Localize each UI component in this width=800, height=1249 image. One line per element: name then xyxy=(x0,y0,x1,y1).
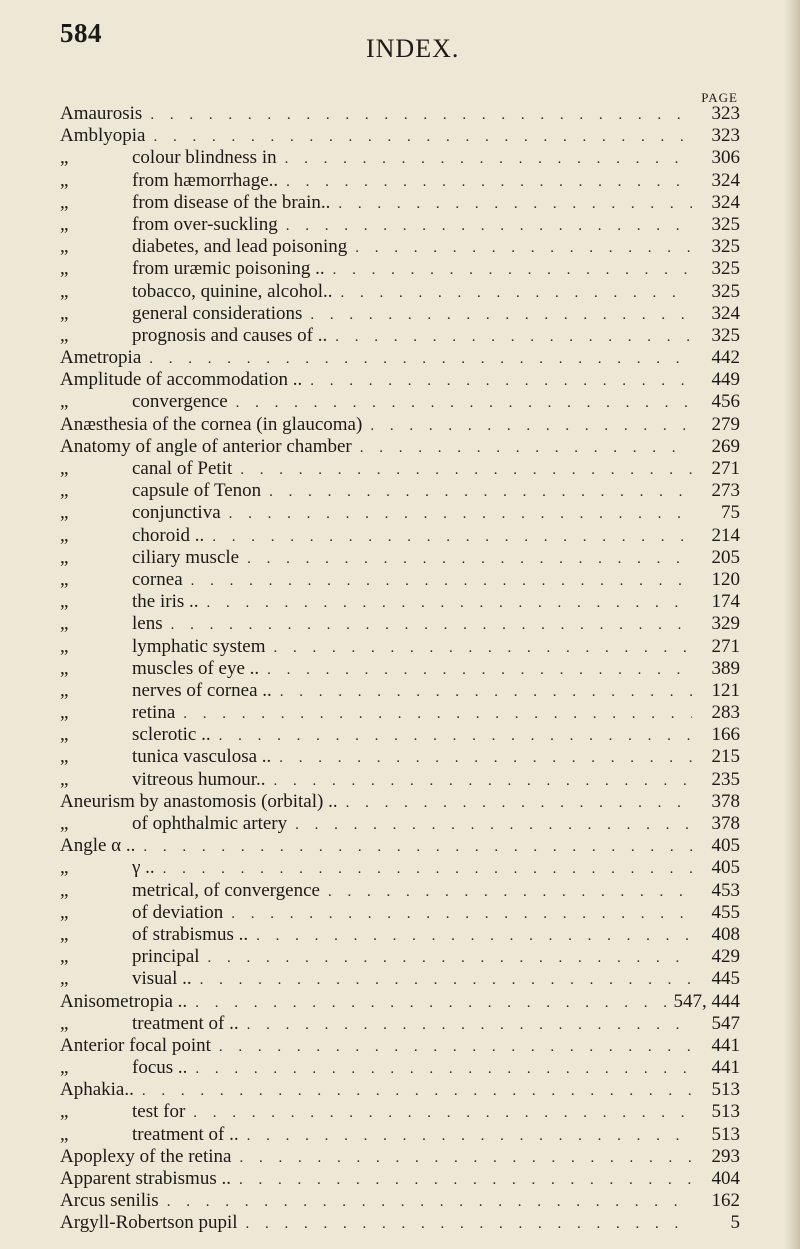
dot-leader xyxy=(200,969,692,991)
dot-leader xyxy=(310,304,692,326)
entry-label xyxy=(60,170,278,192)
dot-leader xyxy=(310,370,692,392)
dot-leader xyxy=(286,215,692,237)
dot-leader xyxy=(335,326,692,348)
ditto-mark: „ xyxy=(60,147,69,169)
ditto-mark: „ xyxy=(60,879,69,901)
entry-text: nerves of cornea .. xyxy=(132,679,272,701)
dot-leader xyxy=(193,1102,692,1124)
entry-label xyxy=(60,1057,187,1079)
entry-text: tunica vasculosa .. xyxy=(132,746,272,768)
index-entry xyxy=(60,1146,740,1168)
entry-label xyxy=(60,880,320,902)
index-entry xyxy=(60,325,740,347)
ditto-mark: „ xyxy=(60,591,69,613)
entry-page-number: 449 xyxy=(711,369,740,391)
page-column-label: PAGE xyxy=(701,90,738,105)
entry-label xyxy=(60,724,211,746)
entry-label xyxy=(60,458,232,480)
index-entry xyxy=(60,414,740,436)
index-entry xyxy=(60,281,740,303)
entry-text: ciliary muscle xyxy=(132,546,240,568)
entry-text: visual .. xyxy=(132,968,192,990)
index-entry xyxy=(60,991,740,1013)
entry-page-number: 323 xyxy=(711,125,740,147)
entry-label xyxy=(60,480,261,502)
page-number: 584 xyxy=(60,18,102,48)
ditto-mark: „ xyxy=(60,280,69,302)
ditto-mark: „ xyxy=(60,901,69,923)
entry-label xyxy=(60,1013,239,1035)
entry-text: Aneurism by anastomosis (orbital) .. xyxy=(60,790,338,812)
entry-text: focus .. xyxy=(132,1057,188,1079)
index-entry xyxy=(60,1124,740,1146)
entry-page-number: 378 xyxy=(711,813,740,834)
entry-label xyxy=(60,258,325,280)
entry-text: test for xyxy=(132,1101,186,1123)
entry-page-number: 441 xyxy=(711,1034,740,1056)
index-entry xyxy=(60,391,740,413)
dot-leader xyxy=(167,1191,692,1213)
index-entry xyxy=(60,103,740,125)
entry-text: muscles of eye .. xyxy=(132,657,260,679)
dot-leader xyxy=(280,681,692,703)
entry-page-number: 378 xyxy=(711,790,740,812)
entry-page-number: 408 xyxy=(711,923,740,945)
entry-page-number: 293 xyxy=(711,1145,740,1167)
entry-page-number: 325 xyxy=(711,213,740,235)
index-entry xyxy=(60,680,740,702)
entry-label xyxy=(60,436,352,458)
entry-page-number: 513 xyxy=(711,1123,740,1145)
ditto-mark: „ xyxy=(60,657,69,679)
entry-page-number: 166 xyxy=(711,724,740,746)
index-entry xyxy=(60,547,740,569)
entry-text: conjunctiva xyxy=(132,502,221,524)
entry-label xyxy=(60,613,163,635)
entry-label xyxy=(60,325,327,347)
entry-label xyxy=(60,303,302,325)
dot-leader xyxy=(247,548,692,570)
entry-label xyxy=(60,236,347,258)
ditto-mark: „ xyxy=(60,546,69,568)
entry-page-number: 215 xyxy=(711,746,740,768)
dot-leader xyxy=(338,193,692,215)
entry-page-number: 547, 444 xyxy=(673,990,740,1012)
entry-text: metrical, of convergence xyxy=(132,879,320,901)
entry-text: retina xyxy=(132,702,176,724)
index-entry xyxy=(60,835,740,857)
index-entry xyxy=(60,1212,740,1234)
entry-page-number: 325 xyxy=(711,280,740,302)
ditto-mark: „ xyxy=(60,502,69,524)
ditto-mark: „ xyxy=(60,1123,69,1145)
entry-text: lymphatic system xyxy=(132,635,266,657)
index-entry xyxy=(60,658,740,680)
dot-leader xyxy=(240,459,692,481)
entry-text: lens xyxy=(132,613,163,635)
dot-leader xyxy=(212,526,692,548)
ditto-mark: „ xyxy=(60,613,69,635)
entry-label xyxy=(60,791,338,813)
entry-page-number: 405 xyxy=(711,857,740,879)
entry-label xyxy=(60,547,239,569)
entry-text: choroid .. xyxy=(132,524,205,546)
entry-label xyxy=(60,1035,211,1057)
entry-label xyxy=(60,369,302,391)
entry-label xyxy=(60,702,175,724)
ditto-mark: „ xyxy=(60,1057,69,1079)
entry-page-number: 75 xyxy=(721,502,740,524)
entry-label xyxy=(60,1168,231,1190)
entry-text: diabetes, and lead poisoning xyxy=(132,236,348,258)
index-entry xyxy=(60,458,740,480)
ditto-mark: „ xyxy=(60,480,69,502)
dot-leader xyxy=(370,415,692,437)
dot-leader xyxy=(274,637,692,659)
entry-text: colour blindness in xyxy=(132,147,277,169)
index-entry xyxy=(60,480,740,502)
entry-page-number: 442 xyxy=(711,347,740,369)
entry-text: Amplitude of accommodation .. xyxy=(60,369,303,391)
index-entry xyxy=(60,170,740,192)
entry-text: Apparent strabismus .. xyxy=(60,1168,231,1189)
entry-label xyxy=(60,924,248,946)
entry-text: Amblyopia xyxy=(60,125,146,147)
entry-text: Anisometropia .. xyxy=(60,990,188,1012)
entry-text: prognosis and causes of .. xyxy=(132,324,328,346)
ditto-mark: „ xyxy=(60,458,69,479)
entry-label xyxy=(60,1146,231,1168)
ditto-mark: „ xyxy=(60,236,69,258)
entry-page-number: 279 xyxy=(711,413,740,435)
dot-leader xyxy=(149,348,692,370)
entry-page-number: 5 xyxy=(730,1212,740,1234)
dot-leader xyxy=(341,282,693,304)
entry-page-number: 405 xyxy=(711,835,740,857)
entry-page-number: 389 xyxy=(711,657,740,679)
dot-leader xyxy=(208,947,692,969)
entry-label xyxy=(60,746,271,768)
ditto-mark: „ xyxy=(60,1012,69,1034)
ditto-mark: „ xyxy=(60,635,69,657)
entry-page-number: 325 xyxy=(711,324,740,346)
entry-page-number: 324 xyxy=(711,302,740,324)
entry-text: Aphakia.. xyxy=(60,1079,134,1101)
index-entry xyxy=(60,258,740,280)
dot-leader xyxy=(267,659,692,681)
entry-label xyxy=(60,680,272,702)
index-entry xyxy=(60,946,740,968)
entry-label xyxy=(60,813,287,835)
entry-page-number: 441 xyxy=(711,1057,740,1079)
index-entry xyxy=(60,613,740,635)
index-entry xyxy=(60,303,740,325)
entry-text: Argyll-Robertson pupil xyxy=(60,1212,238,1234)
entry-page-number: 273 xyxy=(711,480,740,502)
index-entry xyxy=(60,924,740,946)
ditto-mark: „ xyxy=(60,679,69,701)
entry-label xyxy=(60,946,200,968)
dot-leader xyxy=(286,171,692,193)
index-entry xyxy=(60,746,740,768)
entry-text: from disease of the brain.. xyxy=(132,191,331,213)
entry-label xyxy=(60,902,223,924)
dot-leader xyxy=(154,126,693,148)
entry-page-number: 174 xyxy=(711,591,740,613)
entry-label xyxy=(60,347,141,369)
entry-page-number: 453 xyxy=(711,879,740,901)
dot-leader xyxy=(328,881,692,903)
entry-text: of ophthalmic artery xyxy=(132,813,288,834)
index-entry xyxy=(60,436,740,458)
index-entry xyxy=(60,968,740,990)
entry-label xyxy=(60,857,155,879)
ditto-mark: „ xyxy=(60,324,69,346)
entry-text: vitreous humour.. xyxy=(132,768,266,790)
dot-leader xyxy=(279,747,692,769)
index-entry xyxy=(60,125,740,147)
entry-text: tobacco, quinine, alcohol.. xyxy=(132,280,333,302)
dot-leader xyxy=(355,237,692,259)
index-entry xyxy=(60,724,740,746)
ditto-mark: „ xyxy=(60,191,69,213)
entry-text: general considerations xyxy=(132,302,303,324)
ditto-mark: „ xyxy=(60,702,69,724)
index-entry xyxy=(60,1168,740,1190)
entry-text: Apoplexy of the retina xyxy=(60,1145,232,1167)
entry-label xyxy=(60,1212,238,1234)
dot-leader xyxy=(171,614,692,636)
entry-label xyxy=(60,125,146,147)
entry-label xyxy=(60,636,266,658)
entry-text: from hæmorrhage.. xyxy=(132,169,279,191)
dot-leader xyxy=(239,1169,692,1191)
index-entry xyxy=(60,636,740,658)
ditto-mark: „ xyxy=(60,724,69,746)
entry-text: from over-suckling xyxy=(132,213,278,235)
entry-label xyxy=(60,658,259,680)
entry-text: γ .. xyxy=(132,857,155,879)
index-entry xyxy=(60,1079,740,1101)
entry-page-number: 235 xyxy=(711,768,740,790)
entry-page-number: 271 xyxy=(711,458,740,479)
entry-text: sclerotic .. xyxy=(132,724,211,746)
entry-text: Arcus senilis xyxy=(60,1190,159,1212)
index-entry xyxy=(60,702,740,724)
entry-page-number: 162 xyxy=(711,1190,740,1212)
entry-page-number: 120 xyxy=(711,568,740,590)
ditto-mark: „ xyxy=(60,968,69,990)
entry-text: treatment of .. xyxy=(132,1012,239,1034)
dot-leader xyxy=(191,570,692,592)
index-entry xyxy=(60,214,740,236)
index-entry xyxy=(60,369,740,391)
entry-label xyxy=(60,1101,185,1123)
entry-page-number: 429 xyxy=(711,946,740,968)
entry-label xyxy=(60,103,142,125)
dot-leader xyxy=(239,1147,692,1169)
entry-label xyxy=(60,1190,159,1212)
dot-leader xyxy=(246,1213,692,1235)
entry-text: of strabismus .. xyxy=(132,923,249,945)
entry-label xyxy=(60,1079,134,1101)
index-entry xyxy=(60,591,740,613)
entry-text: Amaurosis xyxy=(60,103,143,124)
dot-leader xyxy=(256,925,692,947)
index-entry xyxy=(60,347,740,369)
ditto-mark: „ xyxy=(60,923,69,945)
dot-leader xyxy=(207,592,693,614)
entry-text: from uræmic poisoning .. xyxy=(132,258,325,280)
index-entry xyxy=(60,1101,740,1123)
entry-label xyxy=(60,569,183,591)
entry-text: Anæsthesia of the cornea (in glaucoma) xyxy=(60,413,363,435)
entry-page-number: 205 xyxy=(711,546,740,568)
index-entry-list xyxy=(60,103,740,1235)
entry-page-number: 269 xyxy=(711,435,740,457)
entry-label xyxy=(60,525,204,547)
dot-leader xyxy=(285,148,692,170)
entry-page-number: 323 xyxy=(711,103,740,124)
entry-page-number: 455 xyxy=(711,901,740,923)
ditto-mark: „ xyxy=(60,258,69,280)
entry-page-number: 513 xyxy=(711,1101,740,1123)
dot-leader xyxy=(195,1058,692,1080)
entry-page-number: 306 xyxy=(711,147,740,169)
index-entry xyxy=(60,1190,740,1212)
index-entry xyxy=(60,791,740,813)
dot-leader xyxy=(236,392,692,414)
entry-label xyxy=(60,835,135,857)
entry-page-number: 121 xyxy=(711,679,740,701)
index-entry xyxy=(60,525,740,547)
entry-label xyxy=(60,769,266,791)
entry-text: Anatomy of angle of anterior chamber xyxy=(60,435,352,457)
entry-text: Anterior focal point xyxy=(60,1034,211,1056)
page-edge-shadow xyxy=(784,0,800,1249)
entry-label xyxy=(60,502,221,524)
entry-text: canal of Petit xyxy=(132,458,233,479)
dot-leader xyxy=(219,1036,692,1058)
entry-page-number: 456 xyxy=(711,391,740,413)
dot-leader xyxy=(219,725,692,747)
ditto-mark: „ xyxy=(60,169,69,191)
entry-text: convergence xyxy=(132,391,228,413)
entry-text: of deviation xyxy=(132,901,224,923)
entry-page-number: 283 xyxy=(711,702,740,724)
ditto-mark: „ xyxy=(60,302,69,324)
dot-leader xyxy=(269,481,692,503)
index-entry xyxy=(60,192,740,214)
index-entry xyxy=(60,569,740,591)
ditto-mark: „ xyxy=(60,524,69,546)
ditto-mark: „ xyxy=(60,213,69,235)
entry-text: cornea xyxy=(132,568,183,590)
index-entry xyxy=(60,857,740,879)
dot-leader xyxy=(143,836,692,858)
entry-page-number: 329 xyxy=(711,613,740,635)
index-entry xyxy=(60,236,740,258)
entry-label xyxy=(60,1124,239,1146)
ditto-mark: „ xyxy=(60,946,69,968)
entry-label xyxy=(60,414,362,436)
ditto-mark: „ xyxy=(60,857,69,879)
dot-leader xyxy=(183,703,692,725)
entry-label xyxy=(60,192,330,214)
dot-leader xyxy=(333,259,692,281)
entry-text: capsule of Tenon xyxy=(132,480,262,502)
entry-page-number: 445 xyxy=(711,968,740,990)
entry-page-number: 214 xyxy=(711,524,740,546)
dot-leader xyxy=(231,903,692,925)
dot-leader xyxy=(295,814,692,836)
index-entry xyxy=(60,813,740,835)
ditto-mark: „ xyxy=(60,568,69,590)
dot-leader xyxy=(229,503,692,525)
entry-page-number: 271 xyxy=(711,635,740,657)
entry-label xyxy=(60,391,228,413)
index-entry xyxy=(60,769,740,791)
entry-label xyxy=(60,281,333,303)
entry-page-number: 404 xyxy=(711,1168,740,1189)
entry-page-number: 324 xyxy=(711,169,740,191)
dot-leader xyxy=(247,1125,692,1147)
ditto-mark: „ xyxy=(60,768,69,790)
entry-text: treatment of .. xyxy=(132,1123,239,1145)
index-entry xyxy=(60,1035,740,1057)
entry-label xyxy=(60,591,199,613)
entry-text: principal xyxy=(132,946,200,968)
index-entry xyxy=(60,502,740,524)
entry-text: Ametropia xyxy=(60,347,142,369)
entry-page-number: 325 xyxy=(711,236,740,258)
entry-page-number: 547 xyxy=(711,1012,740,1034)
entry-text: Angle α .. xyxy=(60,835,136,857)
index-entry xyxy=(60,880,740,902)
dot-leader xyxy=(346,792,692,814)
index-entry xyxy=(60,1013,740,1035)
index-entry xyxy=(60,902,740,924)
ditto-mark: „ xyxy=(60,391,69,413)
entry-label xyxy=(60,147,277,169)
entry-page-number: 513 xyxy=(711,1079,740,1101)
index-entry xyxy=(60,1057,740,1079)
entry-label xyxy=(60,214,278,236)
ditto-mark: „ xyxy=(60,746,69,768)
entry-page-number: 325 xyxy=(711,258,740,280)
ditto-mark: „ xyxy=(60,1101,69,1123)
dot-leader xyxy=(195,992,665,1014)
dot-leader xyxy=(150,104,692,126)
entry-text: the iris .. xyxy=(132,591,199,613)
index-entry xyxy=(60,147,740,169)
entry-label xyxy=(60,968,192,990)
dot-leader xyxy=(247,1014,692,1036)
page-title: INDEX. xyxy=(366,34,460,63)
dot-leader xyxy=(163,858,692,880)
dot-leader xyxy=(274,770,692,792)
ditto-mark: „ xyxy=(60,813,69,834)
dot-leader xyxy=(142,1080,692,1102)
entry-page-number: 324 xyxy=(711,191,740,213)
entry-label xyxy=(60,991,187,1013)
dot-leader xyxy=(360,437,692,459)
